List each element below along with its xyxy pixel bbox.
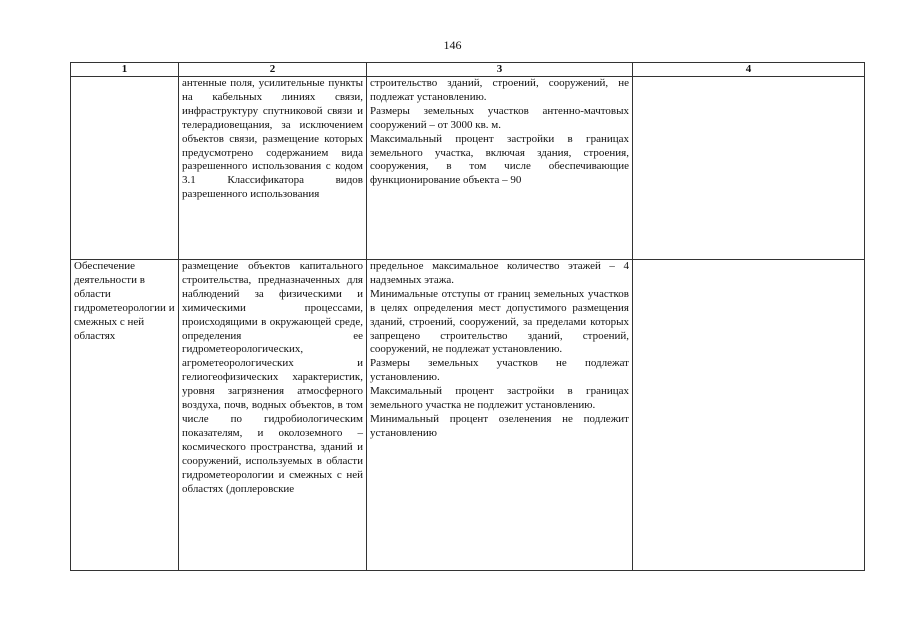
notes-cell bbox=[633, 77, 865, 260]
parameters-cell bbox=[367, 260, 633, 571]
parameter-text: Размеры земельных участков антенно-мачтовых сооружений – от 3000 кв. м. bbox=[370, 104, 629, 131]
use-type-cell: Обеспечение деятельности в области гидрометеорологии и смежных с ней областях bbox=[71, 260, 179, 571]
column-header-2: 2 bbox=[179, 63, 367, 77]
table-row bbox=[71, 260, 865, 571]
parameter-text: Минимальный процент озеленения не подлежит установлению bbox=[370, 412, 629, 439]
parameter-text: Размеры земельных участков не подлежат установлению. bbox=[370, 357, 629, 384]
page-number: 146 bbox=[443, 38, 462, 52]
parameter-text: Максимальный процент застройки в границах земельного участка не подлежит установлению. bbox=[370, 385, 629, 412]
column-header-1: 1 bbox=[71, 63, 179, 77]
table-row bbox=[71, 77, 865, 260]
column-header-3: 3 bbox=[367, 63, 633, 77]
parameter-text: предельное максимальное количество этажей – 4 надземных этажа. bbox=[370, 260, 629, 286]
regulations-table bbox=[70, 62, 865, 571]
use-type-cell bbox=[71, 77, 179, 260]
parameter-text: Минимальные отступы от границ земельных участков в целях определения мест допустимого размещения зданий, строений, сооружений, за пределами которых запрещено строительство зданий, строений, сооружений, не подлежат установлению. bbox=[370, 287, 629, 356]
parameter-text: строительство зданий, строений, сооружений, не подлежат установлению. bbox=[370, 77, 629, 103]
parameters-cell bbox=[367, 77, 633, 260]
column-header-4: 4 bbox=[633, 63, 865, 77]
use-description-cell: размещение объектов капитального строительства, предназначенных для наблюдений за физическими и химическими процессами, происходящими в окружающей среде, определения ее гидрометеорологических, агрометеорологических и гелиогеофизических характеристик, уровня загрязнения атмосферного воздуха, почв, водных объектов, в том числе по гидробиологическим показателям, и околоземного – космического пространства, зданий и сооружений, используемых в области гидрометеорологии и смежных с ней областях (доплеровские bbox=[179, 260, 367, 571]
parameter-text: Максимальный процент застройки в границах земельного участка, включая здания, строения, сооружения, в том числе обеспечивающие функционирование объекта – 90 bbox=[370, 132, 629, 187]
use-description-cell: антенные поля, усилительные пункты на кабельных линиях связи, инфраструктуру спутниковой связи и телерадиовещания, за исключением объектов связи, размещение которых предусмотрено содержанием вида разрешенного использования с кодом 3.1 Классификатора видов разрешенного использования bbox=[179, 77, 367, 260]
notes-cell bbox=[633, 260, 865, 571]
table-header-row bbox=[71, 63, 865, 77]
